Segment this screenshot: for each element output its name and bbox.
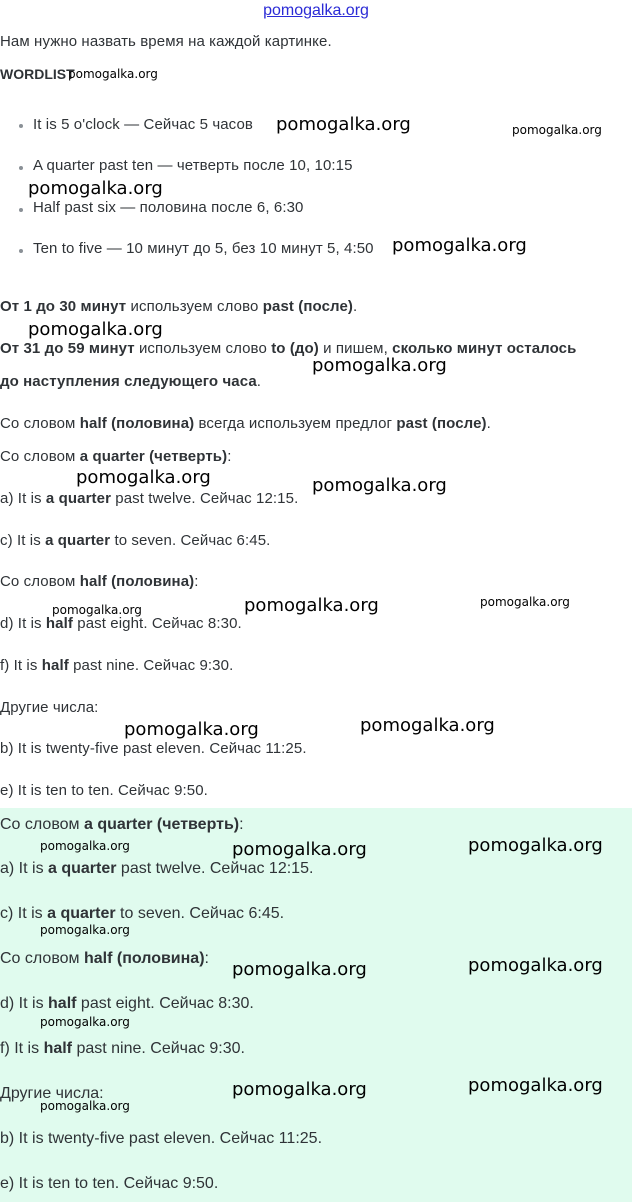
- watermark: pomogalka.org: [28, 178, 163, 199]
- answer-f: [0, 1040, 245, 1058]
- example-text: past twelve. Сейчас 12:15.: [116, 860, 314, 877]
- example-text: c) It is: [0, 905, 48, 922]
- heading-keyword: half (половина): [79, 573, 195, 590]
- heading-text: :: [239, 816, 244, 833]
- example-c: [0, 532, 270, 549]
- heading-text: Со словом: [0, 816, 84, 833]
- watermark: pomogalka.org: [232, 839, 367, 860]
- watermark: pomogalka.org: [232, 959, 367, 980]
- watermark: pomogalka.org: [512, 123, 602, 137]
- example-f: [0, 657, 233, 674]
- bullet-icon: [19, 208, 23, 212]
- heading-text: Со словом: [0, 950, 84, 967]
- watermark: pomogalka.org: [52, 603, 142, 617]
- watermark: pomogalka.org: [312, 355, 447, 376]
- heading-text: :: [204, 950, 209, 967]
- example-keyword: a quarter: [45, 490, 112, 507]
- heading-text: :: [227, 448, 232, 465]
- watermark: pomogalka.org: [468, 835, 603, 856]
- rule-past: [0, 298, 357, 315]
- heading-text: :: [194, 573, 199, 590]
- rule-half: [0, 415, 491, 432]
- watermark: pomogalka.org: [40, 1015, 130, 1029]
- watermark: pomogalka.org: [124, 719, 259, 740]
- example-b: b) It is twenty-five past eleven. Сейчас 11:25.: [0, 740, 307, 757]
- rule-keyword: past (после): [396, 415, 487, 432]
- example-text: past eight. Сейчас 8:30.: [73, 615, 242, 632]
- example-text: past nine. Сейчас 9:30.: [68, 657, 234, 674]
- example-text: a) It is: [0, 490, 46, 507]
- heading-text: Со словом: [0, 573, 80, 590]
- other-heading: Другие числа:: [0, 699, 99, 716]
- heading-keyword: half (половина): [83, 950, 205, 967]
- watermark: pomogalka.org: [68, 67, 158, 81]
- example-e: e) It is ten to ten. Сейчас 9:50.: [0, 782, 208, 799]
- example-text: to seven. Сейчас 6:45.: [110, 532, 271, 549]
- example-text: to seven. Сейчас 6:45.: [115, 905, 285, 922]
- bullet-icon: [19, 249, 23, 253]
- answer-other-heading: Другие числа:: [0, 1085, 104, 1102]
- watermark: pomogalka.org: [232, 1079, 367, 1100]
- bullet-icon: [19, 166, 23, 170]
- example-keyword: half: [41, 657, 69, 674]
- example-text: d) It is: [0, 995, 49, 1012]
- intro-text: Нам нужно назвать время на каждой картинке.: [0, 33, 332, 50]
- bullet-icon: [19, 124, 23, 128]
- watermark: pomogalka.org: [360, 715, 495, 736]
- heading-keyword: a quarter (четверть): [83, 816, 240, 833]
- example-text: a) It is: [0, 860, 49, 877]
- half-heading: [0, 573, 199, 590]
- watermark: pomogalka.org: [28, 319, 163, 340]
- example-text: past nine. Сейчас 9:30.: [72, 1040, 245, 1057]
- rule-to: [0, 340, 576, 357]
- watermark: pomogalka.org: [468, 955, 603, 976]
- example-keyword: a quarter: [47, 905, 116, 922]
- rule-keyword: to (до): [271, 340, 319, 357]
- heading-text: Со словом: [0, 448, 80, 465]
- rule-text: используем слово: [134, 340, 272, 357]
- rule-text: .: [353, 298, 358, 315]
- rule-emphasis: сколько минут осталось: [392, 340, 577, 357]
- example-keyword: half: [43, 1040, 73, 1057]
- example-keyword: half: [48, 995, 77, 1012]
- example-text: past twelve. Сейчас 12:15.: [111, 490, 299, 507]
- list-item: A quarter past ten — четверть после 10, 10:15: [33, 157, 353, 174]
- watermark: pomogalka.org: [392, 235, 527, 256]
- example-text: c) It is: [0, 532, 46, 549]
- answer-c: [0, 905, 284, 923]
- watermark: pomogalka.org: [276, 114, 411, 135]
- watermark: pomogalka.org: [76, 467, 211, 488]
- rule-text: .: [486, 415, 491, 432]
- heading-keyword: a quarter (четверть): [79, 448, 228, 465]
- answer-e: e) It is ten to ten. Сейчас 9:50.: [0, 1175, 219, 1192]
- watermark: pomogalka.org: [40, 839, 130, 853]
- watermark: pomogalka.org: [312, 475, 447, 496]
- rule-text: используем слово: [126, 298, 263, 315]
- quarter-heading: [0, 448, 231, 465]
- rule-keyword: past (после): [262, 298, 353, 315]
- example-keyword: half: [45, 615, 73, 632]
- example-text: past eight. Сейчас 8:30.: [76, 995, 254, 1012]
- example-text: f) It is: [0, 657, 42, 674]
- example-text: f) It is: [0, 1040, 44, 1057]
- watermark: pomogalka.org: [480, 595, 570, 609]
- watermark: pomogalka.org: [40, 1099, 130, 1113]
- example-d: [0, 615, 242, 632]
- list-item: Ten to five — 10 минут до 5, без 10 минут 5, 4:50: [33, 240, 374, 257]
- rule-to-continuation: [0, 373, 261, 390]
- answer-a: [0, 860, 313, 878]
- site-link[interactable]: pomogalka.org: [263, 2, 369, 19]
- list-item: Half past six — половина после 6, 6:30: [33, 199, 304, 216]
- example-keyword: a quarter: [48, 860, 117, 877]
- example-text: d) It is: [0, 615, 46, 632]
- example-keyword: a quarter: [45, 532, 111, 549]
- answer-b: b) It is twenty-five past eleven. Сейчас 11:25.: [0, 1130, 323, 1147]
- rule-text: Со словом: [0, 415, 80, 432]
- rule-emphasis: до наступления следующего часа: [0, 373, 257, 390]
- answer-d: [0, 995, 254, 1013]
- answer-half-heading: [0, 950, 209, 968]
- wordlist-title: WORDLIST: [0, 66, 75, 82]
- example-a: [0, 490, 298, 507]
- rule-keyword: half (половина): [79, 415, 195, 432]
- rule-to-range: От 31 до 59 минут: [0, 340, 135, 357]
- watermark: pomogalka.org: [40, 923, 130, 937]
- watermark: pomogalka.org: [468, 1075, 603, 1096]
- rule-past-range: От 1 до 30 минут: [0, 298, 127, 315]
- list-item: It is 5 o'clock — Сейчас 5 часов: [33, 116, 253, 133]
- rule-text: всегда используем предлог: [194, 415, 397, 432]
- watermark: pomogalka.org: [244, 595, 379, 616]
- rule-text: и пишем,: [318, 340, 393, 357]
- answer-quarter-heading: [0, 816, 244, 834]
- rule-text: .: [256, 373, 262, 390]
